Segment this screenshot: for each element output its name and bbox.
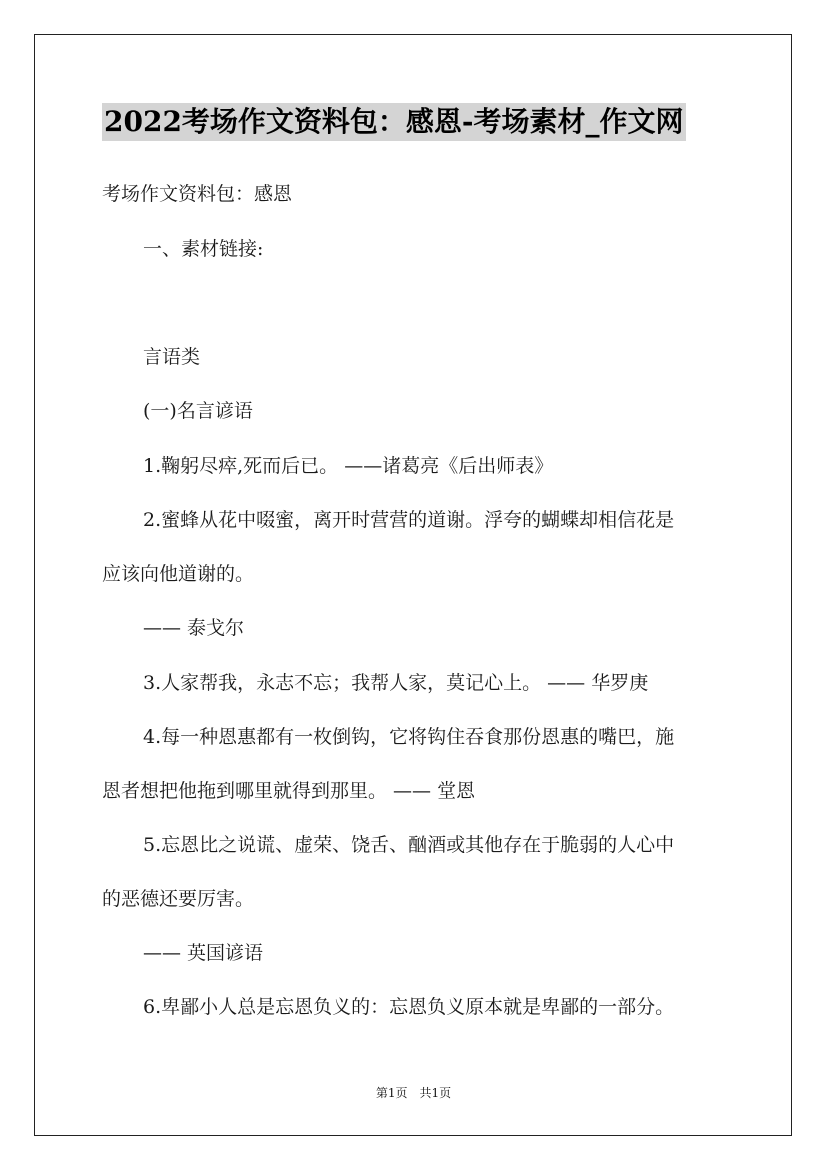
page-number: 第1页 [375,1086,408,1100]
quote-line: 4.每一种恩惠都有一枚倒钩，它将钩住吞食那份恩惠的嘴巴，施 [143,726,675,748]
quote-attribution: —— 英国谚语 [143,942,264,964]
section-heading: 一、素材链接: [143,238,264,260]
quote-line: 2.蜜蜂从花中啜蜜，离开时营营的道谢。浮夸的蝴蝶却相信花是 [143,509,675,531]
page-total: 共1页 [419,1086,452,1100]
quote-line-continuation: 的恶德还要厉害。 [102,888,255,910]
quote-line: 6.卑鄙小人总是忘恩负义的：忘恩负义原本就是卑鄙的一部分。 [143,996,675,1018]
document-title: 2022考场作文资料包：感恩-考场素材_作文网 [102,103,686,141]
subsection-heading: (一)名言谚语 [143,400,253,422]
quote-line: 5.忘恩比之说谎、虚荣、饶舌、酗酒或其他存在于脆弱的人心中 [143,834,675,856]
article-subtitle: 考场作文资料包：感恩 [102,183,293,205]
quote-line-continuation: 恩者想把他拖到哪里就得到那里。 —— 堂恩 [102,780,476,802]
page-footer [0,1085,827,1101]
quote-line: 3.人家帮我，永志不忘；我帮人家，莫记心上。 —— 华罗庚 [143,672,649,694]
quote-line: 1.鞠躬尽瘁,死而后已。 ——诸葛亮《后出师表》 [143,455,554,477]
quote-attribution: —— 泰戈尔 [143,617,245,639]
category-heading: 言语类 [143,346,201,368]
quote-line-continuation: 应该向他道谢的。 [102,563,255,585]
